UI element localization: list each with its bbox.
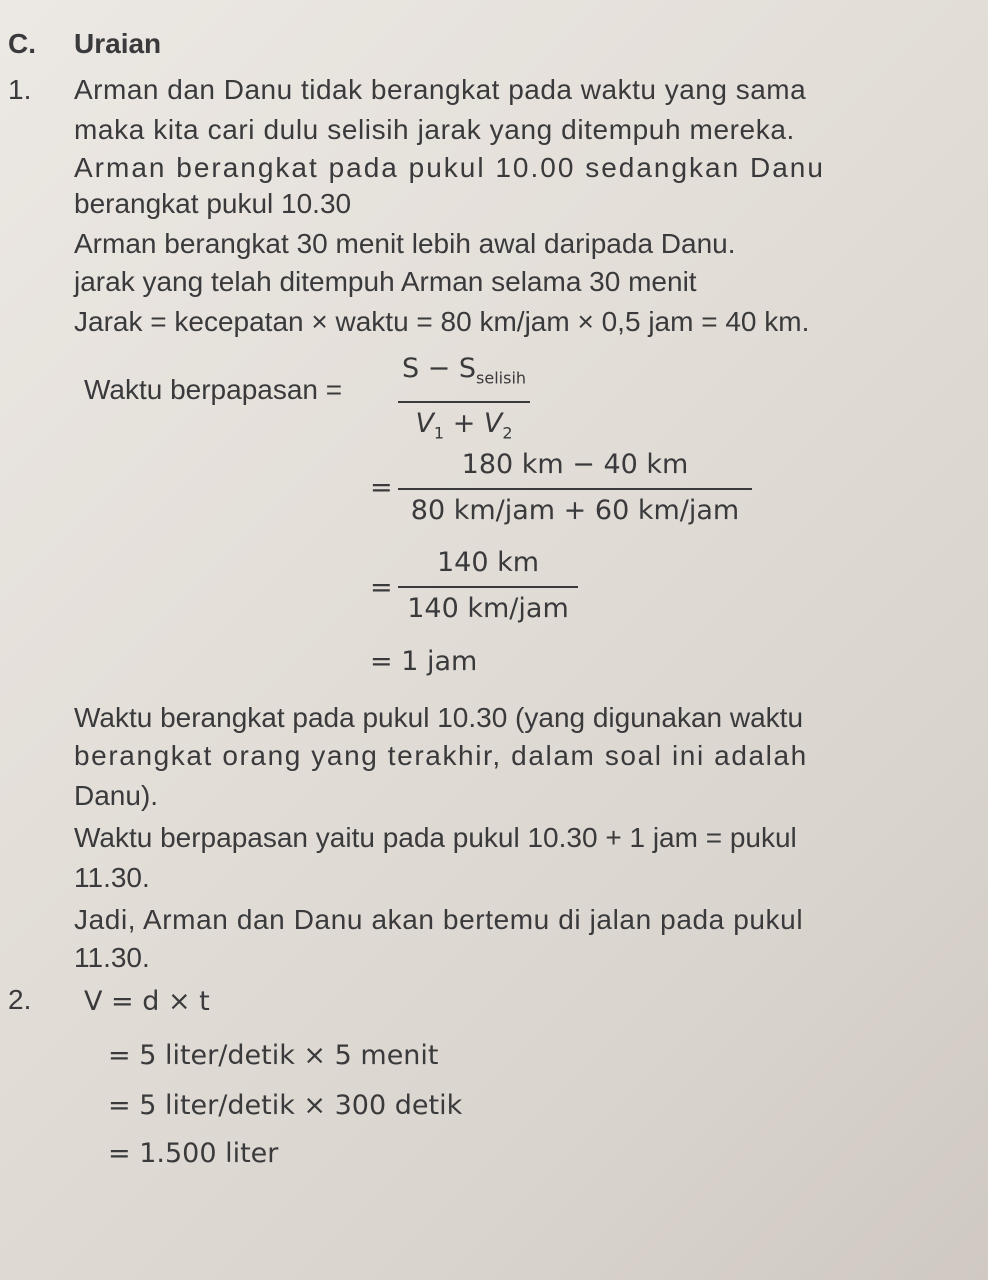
formula-result: = 1 jam [370,646,478,677]
fraction-bar [398,586,578,588]
q1-line-6: jarak yang telah ditempuh Arman selama 30 menit [74,266,697,297]
v2-subscript: 2 [502,423,513,443]
q1-line-1: Arman dan Danu tidak berangkat pada waktu yang sama [74,74,807,105]
step-2-numerator: 140 km [436,547,540,578]
v2-symbol: + V [444,408,503,440]
q1-line-3: Arman berangkat pada pukul 10.00 sedangkan Danu [74,152,825,183]
q2-line-1: V = d × t [84,986,210,1017]
fraction-step-2 [398,546,578,626]
fraction-formula-numerator [402,352,526,395]
q1-after-line-4: Waktu berpapasan yaitu pada pukul 10.30 + 1 jam = pukul [74,822,797,853]
v1-symbol: V [415,408,434,440]
q2-line-4: = 1.500 liter [108,1138,279,1169]
section-title: Uraian [74,28,162,59]
equals-sign-3: = [370,572,393,603]
q1-after-line-7: 11.30. [74,942,150,973]
question-1-number: 1. [8,74,32,105]
q1-line-4: berangkat pukul 10.30 [74,188,352,219]
q1-after-line-3: Danu). [74,780,159,811]
formula-label: Waktu berpapasan = [84,374,343,405]
fraction-bar [398,488,752,490]
fraction-formula [398,352,530,451]
step-1-denominator: 80 km/jam + 60 km/jam [410,495,740,526]
section-marker: C. [8,28,36,59]
step-1-numerator: 180 km − 40 km [461,449,689,480]
q1-after-line-1: Waktu berangkat pada pukul 10.30 (yang digunakan waktu [74,702,804,733]
q2-line-3: = 5 liter/detik × 300 detik [108,1090,463,1121]
q1-after-line-2: berangkat orang yang terakhir, dalam soal ini adalah [74,740,808,771]
q1-after-line-5: 11.30. [74,862,150,893]
question-2-number: 2. [8,984,32,1015]
numerator-main: S − S [401,353,477,384]
q1-after-line-6: Jadi, Arman dan Danu akan bertemu di jalan pada pukul [74,904,804,935]
q1-line-5: Arman berangkat 30 menit lebih awal daripada Danu. [74,228,736,259]
numerator-subscript: selisih [476,368,527,388]
equals-sign-2: = [370,472,393,503]
step-2-denominator: 140 km/jam [407,593,569,624]
q2-line-2: = 5 liter/detik × 5 menit [108,1040,439,1071]
fraction-bar [398,401,530,403]
fraction-formula-denominator [415,407,512,450]
fraction-step-1 [398,448,752,528]
q1-line-7: Jarak = kecepatan × waktu = 80 km/jam × 0,5 jam = 40 km. [74,306,810,337]
q1-line-2: maka kita cari dulu selisih jarak yang ditempuh mereka. [74,114,795,145]
v1-subscript: 1 [433,423,445,443]
